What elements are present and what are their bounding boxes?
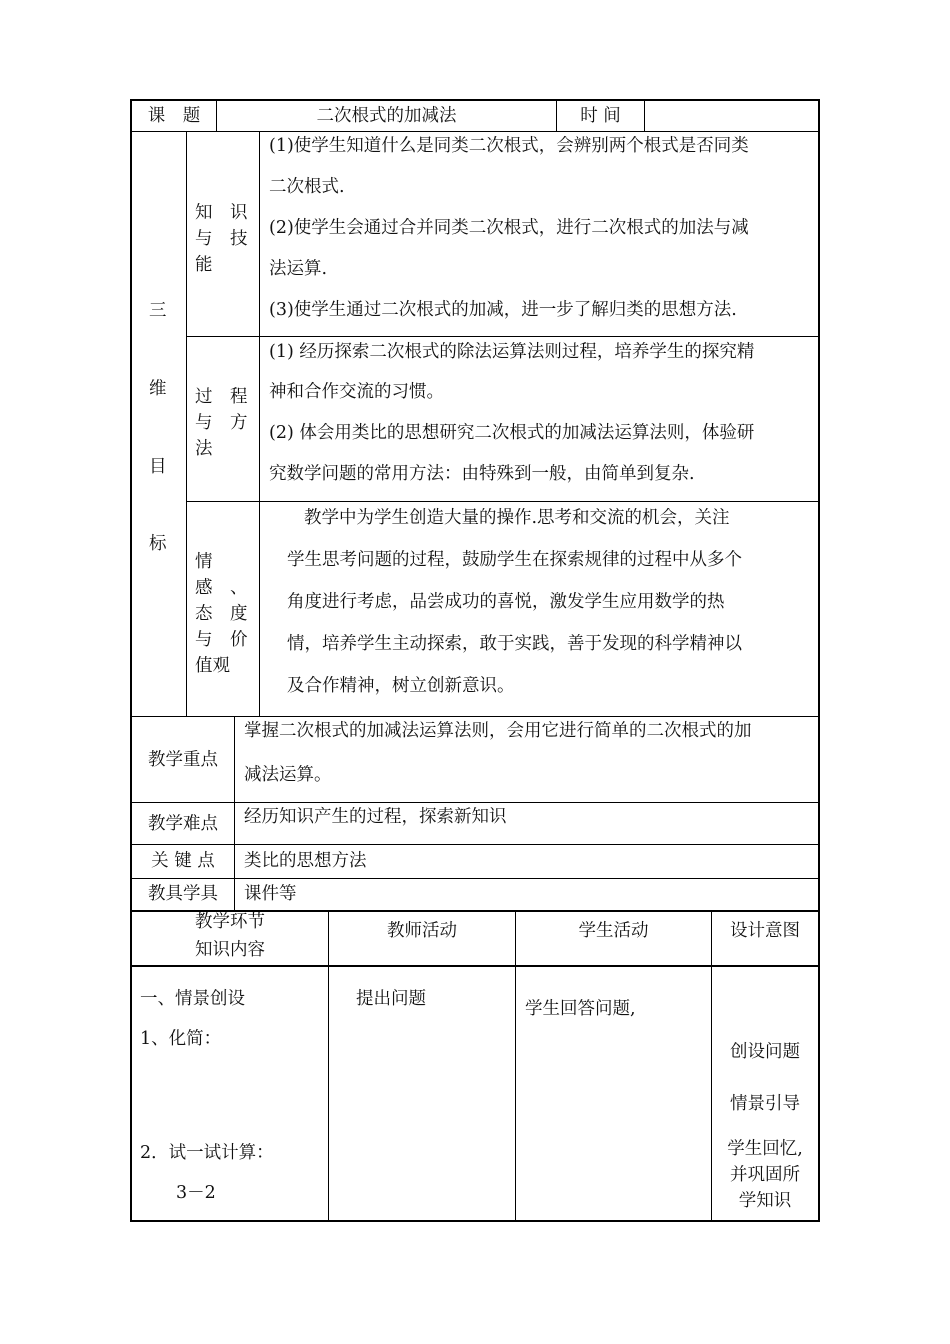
crux-label: 关 键 点 [151, 851, 215, 871]
knowledge-line: 法运算. [269, 259, 328, 279]
knowledge-label: 能 [195, 255, 213, 275]
objectives-group-char: 标 [149, 534, 167, 554]
divider [186, 131, 187, 717]
key-point-line: 掌握二次根式的加减法运算法则，会用它进行简单的二次根式的加 [244, 721, 752, 741]
key-point-label: 教学重点 [148, 750, 218, 770]
intent-line: 并巩固所 [730, 1165, 800, 1185]
intent-line: 创设问题 [730, 1042, 800, 1062]
border-right [818, 99, 820, 1222]
intent-line: 学生回忆, [727, 1139, 803, 1159]
emotion-line: 情，培养学生主动探索，敢于实践，善于发现的科学精神以 [287, 634, 742, 654]
process-line: 神和合作交流的习惯。 [269, 382, 444, 402]
knowledge-label: 知 识 [195, 203, 248, 223]
divider [259, 131, 260, 717]
topic-value: 二次根式的加减法 [316, 106, 457, 126]
key-point-line: 减法运算。 [244, 765, 332, 785]
emotion-label: 感 、 [195, 578, 248, 598]
intent-line: 学知识 [738, 1191, 792, 1211]
divider [515, 910, 516, 1221]
emotion-line: 角度进行考虑，品尝成功的喜悦，激发学生应用数学的热 [287, 592, 725, 612]
knowledge-label: 与 技 [195, 229, 248, 249]
objectives-group-char: 维 [149, 379, 167, 399]
header-section: 知识内容 [195, 940, 265, 960]
header-intent: 设计意图 [730, 921, 800, 941]
divider [130, 965, 820, 967]
process-label: 过 程 [195, 387, 248, 407]
objectives-group-char: 目 [149, 457, 167, 477]
content-line: 1、化简： [140, 1029, 222, 1049]
knowledge-line: (3)使学生通过二次根式的加减，进一步了解归类的思想方法. [269, 300, 737, 320]
emotion-label: 值观 [195, 656, 230, 676]
knowledge-line: (1)使学生知道什么是同类二次根式，会辨别两个根式是否同类 [269, 136, 749, 156]
divider [234, 716, 235, 911]
topic-label: 课 题 [147, 106, 201, 126]
border-left [130, 99, 132, 1222]
content-line: 2．试一试计算： [140, 1143, 274, 1163]
intent-line: 情景引导 [730, 1094, 800, 1114]
emotion-label: 情 [195, 552, 213, 572]
emotion-line: 学生思考问题的过程，鼓励学生在探索规律的过程中从多个 [287, 550, 742, 570]
emotion-line: 及合作精神，树立创新意识。 [287, 676, 515, 696]
emotion-label: 与 价 [195, 630, 248, 650]
knowledge-line: (2)使学生会通过合并同类二次根式，进行二次根式的加法与减 [269, 218, 749, 238]
teacher-activity: 提出问题 [356, 989, 426, 1009]
difficulty-label: 教学难点 [148, 814, 218, 834]
tools-label: 教具学具 [148, 884, 218, 904]
objectives-group-char: 三 [149, 301, 167, 321]
process-line: 究数学问题的常用方法：由特殊到一般，由简单到复杂. [269, 464, 695, 484]
border-bottom [130, 1220, 820, 1222]
emotion-line: 教学中为学生创造大量的操作.思考和交流的机会，关注 [269, 508, 730, 528]
process-line: (2) 体会用类比的思想研究二次根式的加减法运算法则，体验研 [269, 423, 755, 443]
student-activity: 学生回答问题, [525, 999, 636, 1019]
knowledge-line: 二次根式. [269, 177, 345, 197]
header-student: 学生活动 [578, 921, 649, 941]
content-line: 3－2 [176, 1183, 216, 1203]
difficulty-value: 经历知识产生的过程，探索新知识 [244, 807, 507, 827]
content-line: 一、情景创设 [140, 989, 245, 1009]
process-line: (1) 经历探索二次根式的除法运算法则过程，培养学生的探究精 [269, 342, 755, 362]
process-label: 与 方 [195, 413, 248, 433]
header-teacher: 教师活动 [387, 921, 457, 941]
divider [328, 910, 329, 1221]
header-section: 教学环节 [195, 912, 265, 932]
tools-value: 课件等 [244, 884, 297, 904]
time-label: 时 间 [580, 106, 621, 126]
crux-value: 类比的思想方法 [244, 851, 367, 871]
process-label: 法 [195, 439, 213, 459]
emotion-label: 态 度 [195, 604, 248, 624]
